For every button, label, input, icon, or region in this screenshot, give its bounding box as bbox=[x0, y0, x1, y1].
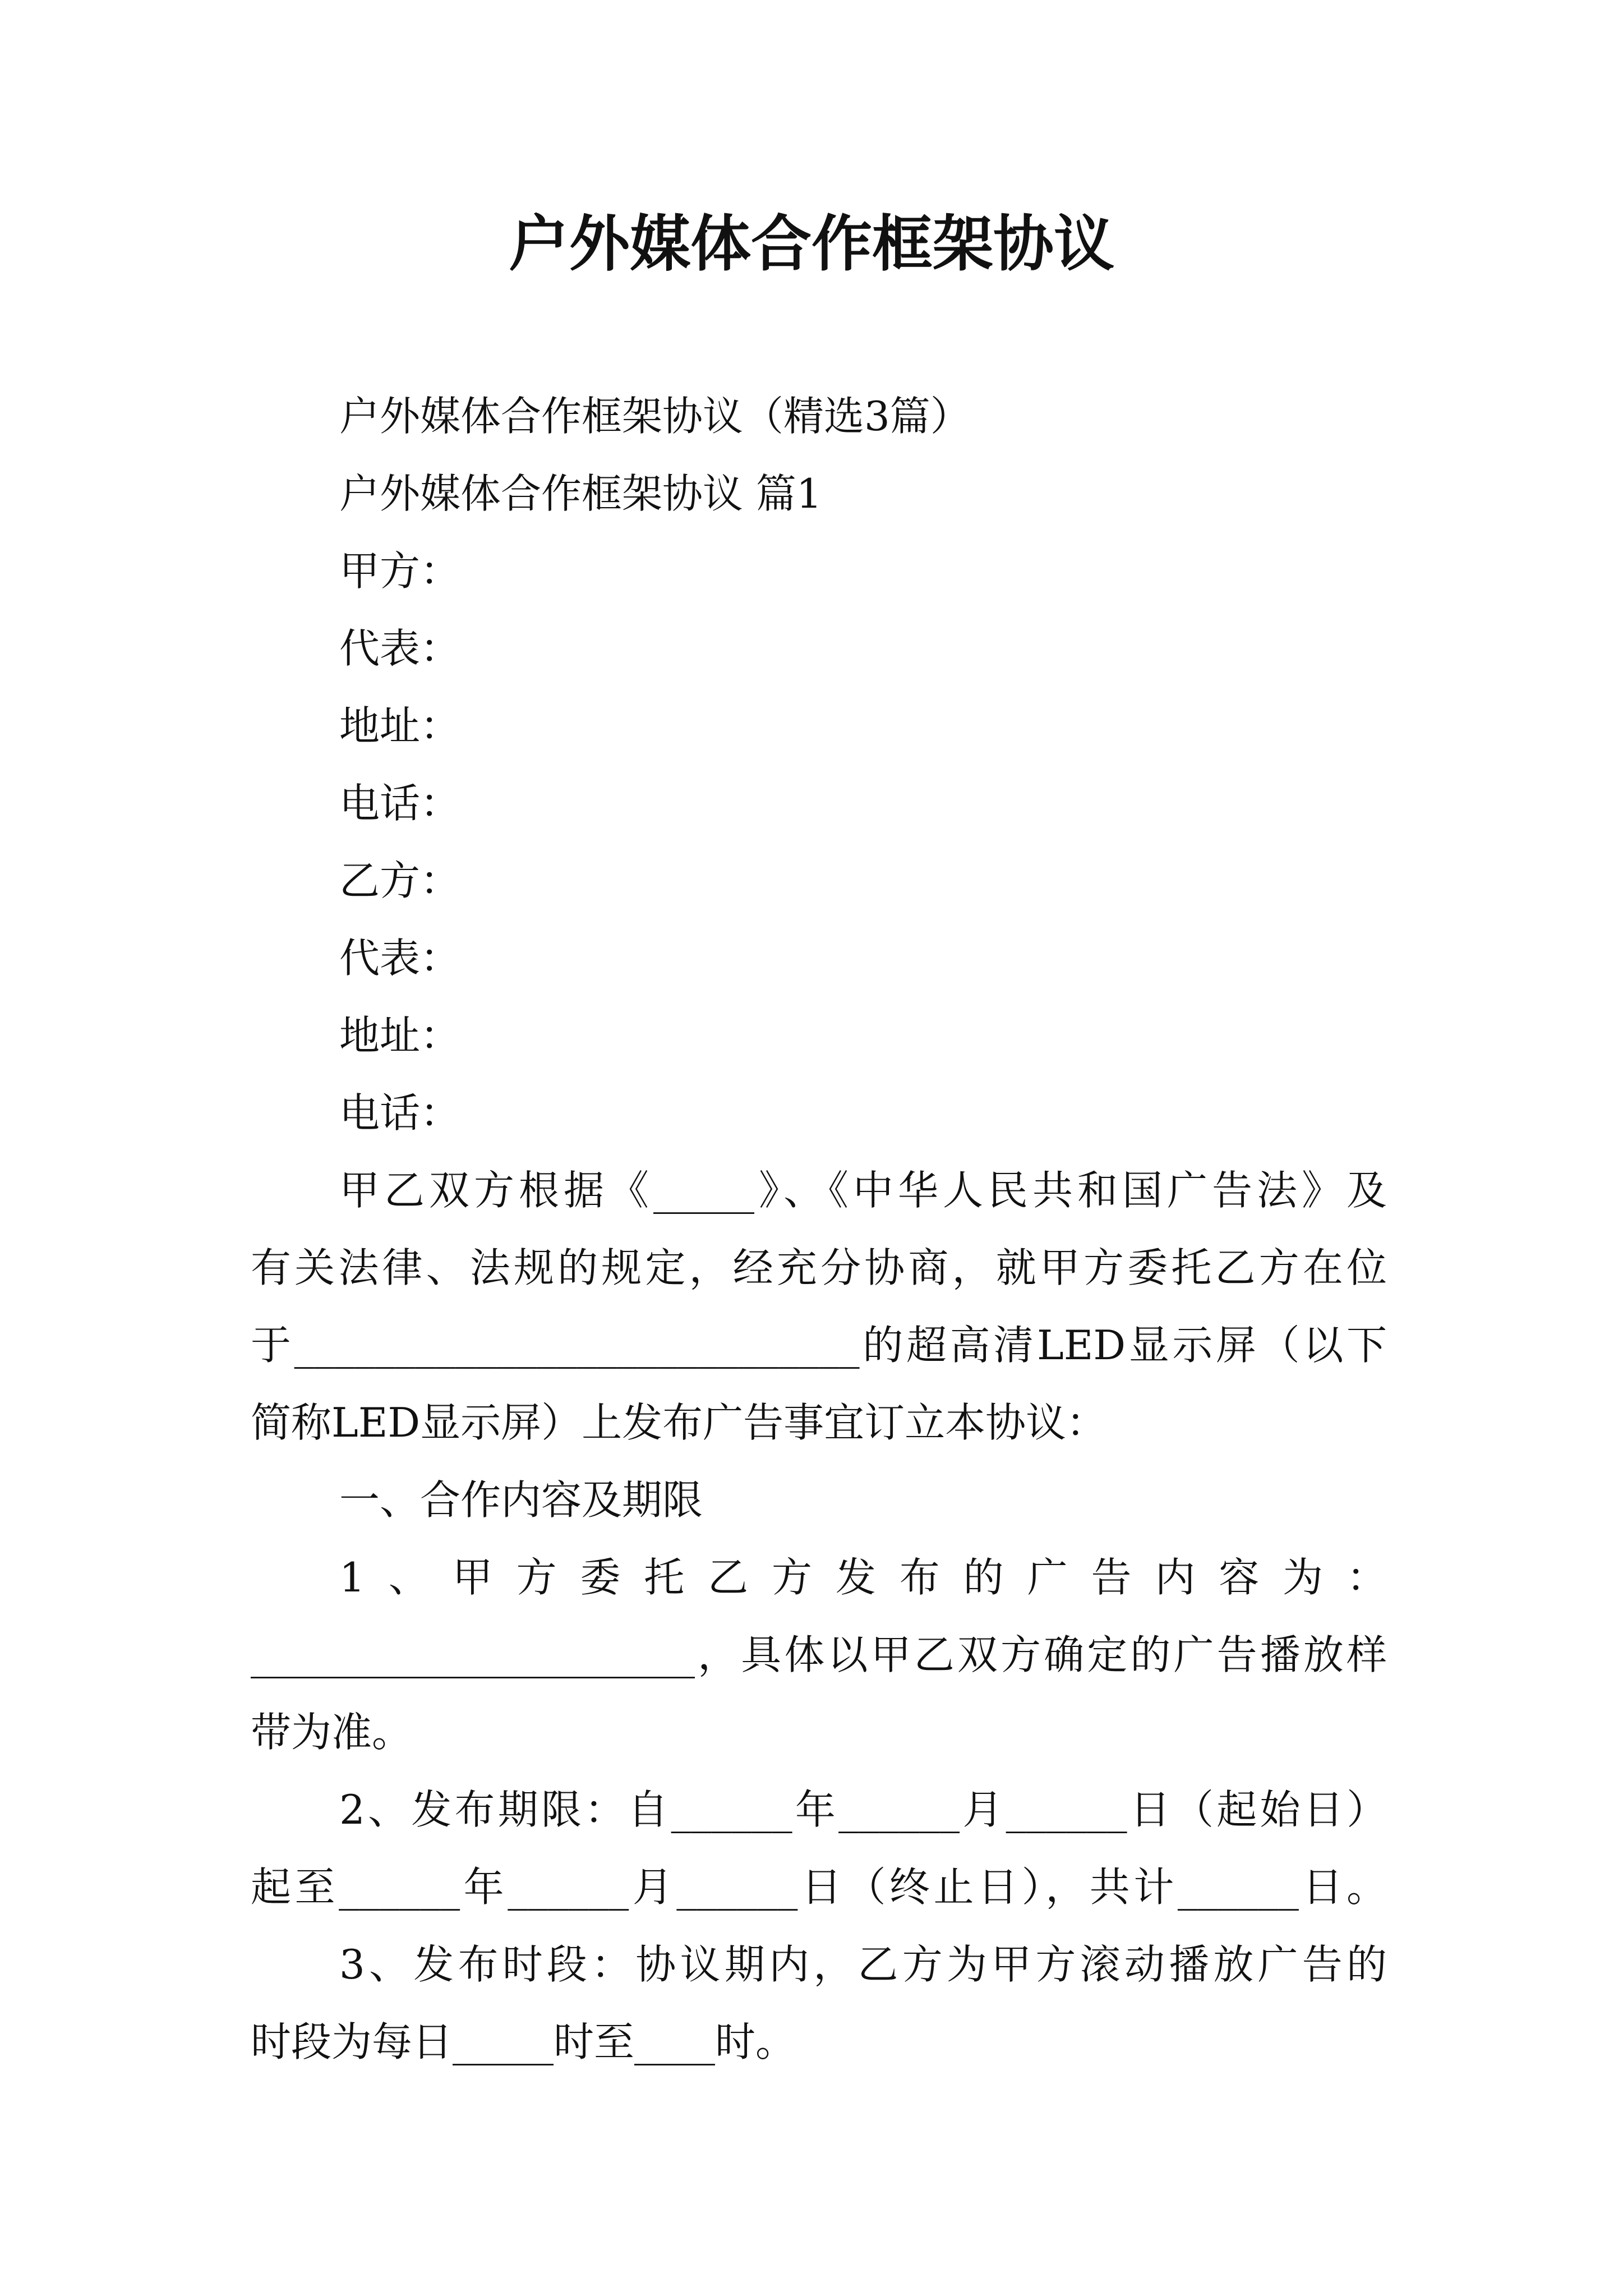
text-line: 简称LED显示屏）上发布广告事宜订立本协议： bbox=[251, 1399, 1107, 1446]
text-line: 带为准。 bbox=[251, 1709, 413, 1756]
document-title: 户外媒体合作框架协议 bbox=[508, 209, 1114, 279]
text-line: 地址： bbox=[339, 1012, 461, 1059]
text-line: 代表： bbox=[339, 625, 461, 672]
text-line: 3、发布时段：协议期内，乙方为甲方滚动播放广告的 bbox=[339, 1941, 1387, 1988]
text-line: 户外媒体合作框架协议（精选3篇） bbox=[339, 393, 971, 440]
text-line: 电话： bbox=[339, 1089, 461, 1137]
text-line: 2、发布期限：自______年______月______日（起始日） bbox=[339, 1786, 1387, 1833]
text-line: 甲方： bbox=[339, 547, 461, 595]
text-line: 电话： bbox=[339, 780, 461, 827]
text-line: 起至______年______月______日（终止日），共计______日。 bbox=[251, 1864, 1387, 1911]
text-line: 乙方： bbox=[339, 857, 461, 904]
text-line: 地址： bbox=[339, 702, 461, 749]
text-line: ______________________，具体以甲乙双方确定的广告播放样 bbox=[251, 1631, 1387, 1678]
text-line: 一、合作内容及期限 bbox=[339, 1476, 703, 1524]
text-line: 户外媒体合作框架协议 篇1 bbox=[339, 470, 822, 517]
text-line: 时段为每日_____时至____时。 bbox=[251, 2018, 796, 2065]
text-line: 甲乙双方根据《_____》、《中华人民共和国广告法》及 bbox=[339, 1167, 1387, 1214]
text-line: 于____________________________的超高清LED显示屏（以下 bbox=[251, 1322, 1387, 1369]
document-body bbox=[251, 378, 1387, 2081]
text-line: 1、甲方委托乙方发布的广告内容为： bbox=[339, 1554, 1387, 1601]
text-line: 有关法律、法规的规定，经充分协商，就甲方委托乙方在位 bbox=[251, 1244, 1387, 1291]
text-line: 代表： bbox=[339, 935, 461, 982]
